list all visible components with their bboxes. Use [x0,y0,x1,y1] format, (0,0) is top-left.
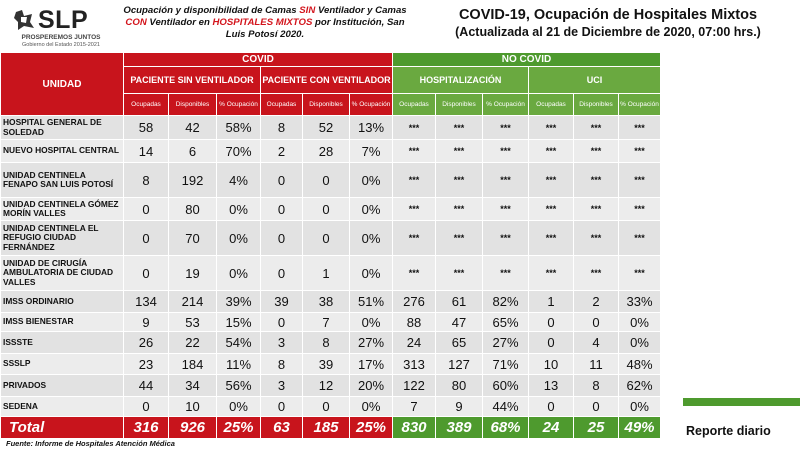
table-cell: 44% [483,397,529,417]
table-cell: *** [483,198,529,221]
table-cell: 0 [529,313,574,332]
table-cell: 2 [574,291,619,313]
column-header-ocupadas: Ocupadas [393,94,436,116]
occupancy-table [0,52,661,439]
table-cell: 8 [574,375,619,397]
table-cell: 0 [124,397,169,417]
main-title [418,6,798,40]
table-cell: 276 [393,291,436,313]
table-cell: *** [529,140,574,163]
table-cell: *** [483,221,529,256]
table-cell: *** [529,256,574,291]
table-cell: 60% [483,375,529,397]
table-cell: *** [436,116,483,140]
table-row [1,313,661,332]
table-cell: 28 [303,140,350,163]
unit-name: UNIDAD CENTINELA EL REFUGIO CIUDAD FERNÁNDEZ [1,221,124,256]
total-cell: 25 [574,417,619,439]
table-cell: *** [619,163,661,198]
table-cell: *** [529,116,574,140]
total-cell: 25% [350,417,393,439]
table-cell: 22 [169,332,217,354]
table-row [1,116,661,140]
table-cell: 13 [529,375,574,397]
table-cell: *** [619,221,661,256]
table-cell: 38 [303,291,350,313]
table-row [1,256,661,291]
table-cell: 48% [619,354,661,375]
column-header-pct: % Ocupación [217,94,261,116]
table-cell: 4% [217,163,261,198]
table-cell: 52 [303,116,350,140]
total-cell: 316 [124,417,169,439]
table-cell: 6 [169,140,217,163]
logo-gov: Gobierno del Estado 2015-2021 [22,42,100,48]
table-cell: 12 [303,375,350,397]
table-cell: 0 [124,221,169,256]
sin-ventilador-header: PACIENTE SIN VENTILADOR [124,67,261,94]
table-cell: *** [483,163,529,198]
table-cell: 80 [436,375,483,397]
table-cell: 70 [169,221,217,256]
table-cell: *** [436,221,483,256]
table-cell: 13% [350,116,393,140]
table-row [1,354,661,375]
table-cell: 0% [350,198,393,221]
table-row [1,397,661,417]
slp-logo [4,4,114,48]
table-cell: *** [436,140,483,163]
table-cell: 62% [619,375,661,397]
table-cell: 214 [169,291,217,313]
update-date: (Actualizada al 21 de Diciembre de 2020, 07:00 hrs.) [455,25,761,39]
table-cell: 0% [217,397,261,417]
column-header-ocupadas: Ocupadas [529,94,574,116]
slp-emblem-icon [12,8,36,32]
column-header-disponibles: Disponibles [574,94,619,116]
table-cell: 0 [303,198,350,221]
table-cell: *** [436,163,483,198]
table-cell: 127 [436,354,483,375]
table-cell: 15% [217,313,261,332]
column-header-pct: % Ocupación [350,94,393,116]
table-cell: 10 [169,397,217,417]
unit-name: SSSLP [1,354,124,375]
table-cell: 3 [261,332,303,354]
total-cell: 24 [529,417,574,439]
table-cell: *** [393,163,436,198]
table-cell: 27% [483,332,529,354]
table-cell: 0 [124,256,169,291]
table-cell: 65 [436,332,483,354]
total-cell: 389 [436,417,483,439]
table-cell: 53 [169,313,217,332]
covid-header: COVID [124,53,393,67]
column-header-pct: % Ocupación [619,94,661,116]
table-cell: 1 [303,256,350,291]
table-cell: *** [393,198,436,221]
table-cell: 42 [169,116,217,140]
table-cell: *** [619,256,661,291]
table-cell: 0% [217,198,261,221]
table-cell: 7 [303,313,350,332]
source-note: Fuente: Informe de Hospitales Atención Médica [6,439,175,448]
table-cell: *** [393,140,436,163]
table-cell: 313 [393,354,436,375]
green-accent-bar [683,398,800,406]
table-cell: 39 [261,291,303,313]
table-cell: *** [574,116,619,140]
table-cell: 33% [619,291,661,313]
table-cell: 0 [261,163,303,198]
table-cell: 82% [483,291,529,313]
table-cell: 0% [350,163,393,198]
page-title: COVID-19, Ocupación de Hospitales Mixtos [458,7,758,23]
table-cell: 9 [124,313,169,332]
table-cell: 0% [619,397,661,417]
table-cell: 65% [483,313,529,332]
total-cell: 63 [261,417,303,439]
table-cell: 70% [217,140,261,163]
table-cell: 0 [303,397,350,417]
unit-name: UNIDAD CENTINELA FENAPO SAN LUIS POTOSÍ [1,163,124,198]
table-cell: 39% [217,291,261,313]
table-cell: 3 [261,375,303,397]
total-cell: 926 [169,417,217,439]
table-cell: 51% [350,291,393,313]
table-cell: 7% [350,140,393,163]
table-row [1,291,661,313]
table-cell: 14 [124,140,169,163]
table-cell: *** [436,256,483,291]
total-row [1,417,661,439]
logo-tagline: PROSPEREMOS JUNTOS [21,34,101,41]
column-header-ocupadas: Ocupadas [261,94,303,116]
table-cell: 0 [124,198,169,221]
column-header-ocupadas: Ocupadas [124,94,169,116]
total-cell: 25% [217,417,261,439]
table-row [1,163,661,198]
unit-name: HOSPITAL GENERAL DE SOLEDAD [1,116,124,140]
table-cell: 7 [393,397,436,417]
subtitle: Ocupación y disponibilidad de Camas SIN Ventilador y Camas CON Ventilador en HOSPITALES MIXTOS por Institución, San Luis Potosí 2020. [123,5,407,40]
table-cell: *** [529,198,574,221]
table-cell: 10 [529,354,574,375]
table-cell: 56% [217,375,261,397]
unit-name: ISSSTE [1,332,124,354]
table-cell: 26 [124,332,169,354]
table-cell: 0 [261,313,303,332]
table-cell: 8 [303,332,350,354]
table-cell: *** [483,116,529,140]
unit-name: IMSS BIENESTAR [1,313,124,332]
table-cell: 20% [350,375,393,397]
table-cell: 39 [303,354,350,375]
table-cell: 54% [217,332,261,354]
table-row [1,221,661,256]
total-cell: 68% [483,417,529,439]
table-row [1,198,661,221]
table-cell: 0% [350,397,393,417]
table-cell: *** [483,140,529,163]
unit-name: PRIVADOS [1,375,124,397]
unit-name: NUEVO HOSPITAL CENTRAL [1,140,124,163]
column-header-disponibles: Disponibles [303,94,350,116]
table-cell: 0 [261,198,303,221]
table-cell: 11% [217,354,261,375]
table-cell: 0 [529,397,574,417]
table-cell: 0% [619,332,661,354]
logo-text: SLP [38,6,89,34]
table-cell: 0 [574,313,619,332]
total-label: Total [1,417,124,439]
table-cell: 0 [261,397,303,417]
table-cell: 8 [124,163,169,198]
table-row [1,140,661,163]
total-cell: 49% [619,417,661,439]
table-cell: 0% [217,256,261,291]
table-row [1,332,661,354]
table-cell: *** [619,116,661,140]
table-cell: 44 [124,375,169,397]
table-cell: 0 [574,397,619,417]
table-cell: *** [574,221,619,256]
table-cell: *** [529,221,574,256]
table-cell: 17% [350,354,393,375]
table-cell: *** [483,256,529,291]
table-cell: 2 [261,140,303,163]
table-cell: 58 [124,116,169,140]
table-cell: 24 [393,332,436,354]
table-cell: 19 [169,256,217,291]
table-cell: *** [393,221,436,256]
report-label: Reporte diario [686,424,771,438]
table-cell: *** [529,163,574,198]
table-cell: 8 [261,354,303,375]
table-cell: 58% [217,116,261,140]
table-cell: 0 [261,256,303,291]
table-cell: 0 [303,163,350,198]
column-header-disponibles: Disponibles [169,94,217,116]
table-cell: 9 [436,397,483,417]
table-cell: 8 [261,116,303,140]
table-cell: 134 [124,291,169,313]
table-cell: 0% [350,313,393,332]
table-cell: 0% [350,221,393,256]
unit-name: SEDENA [1,397,124,417]
table-cell: *** [574,256,619,291]
table-cell: 47 [436,313,483,332]
table-cell: 34 [169,375,217,397]
table-cell: 61 [436,291,483,313]
table-cell: 0% [619,313,661,332]
table-cell: *** [574,198,619,221]
unit-name: UNIDAD CENTINELA GÓMEZ MORÍN VALLES [1,198,124,221]
header [0,0,800,52]
table-cell: 0 [529,332,574,354]
table-cell: *** [619,140,661,163]
table-cell: 1 [529,291,574,313]
table-row [1,375,661,397]
table-cell: 27% [350,332,393,354]
table-cell: *** [574,163,619,198]
hospitalizacion-header: HOSPITALIZACIÓN [393,67,529,94]
table-cell: *** [436,198,483,221]
table-cell: *** [393,256,436,291]
table-cell: 23 [124,354,169,375]
total-cell: 830 [393,417,436,439]
table-cell: 184 [169,354,217,375]
table-cell: *** [619,198,661,221]
table-cell: 80 [169,198,217,221]
table-cell: *** [393,116,436,140]
table-cell: 0% [217,221,261,256]
table-cell: *** [574,140,619,163]
con-ventilador-header: PACIENTE CON VENTILADOR [261,67,393,94]
column-header-pct: % Ocupación [483,94,529,116]
uci-header: UCI [529,67,661,94]
unidad-header: UNIDAD [1,53,124,116]
table-cell: 0% [350,256,393,291]
table-cell: 0 [303,221,350,256]
unit-name: IMSS ORDINARIO [1,291,124,313]
nocovid-header: NO COVID [393,53,661,67]
column-header-disponibles: Disponibles [436,94,483,116]
table-cell: 71% [483,354,529,375]
table-cell: 122 [393,375,436,397]
unit-name: UNIDAD DE CIRUGÍA AMBULATORIA DE CIUDAD VALLES [1,256,124,291]
table-cell: 4 [574,332,619,354]
total-cell: 185 [303,417,350,439]
table-cell: 11 [574,354,619,375]
table-cell: 88 [393,313,436,332]
table-cell: 0 [261,221,303,256]
table-cell: 192 [169,163,217,198]
